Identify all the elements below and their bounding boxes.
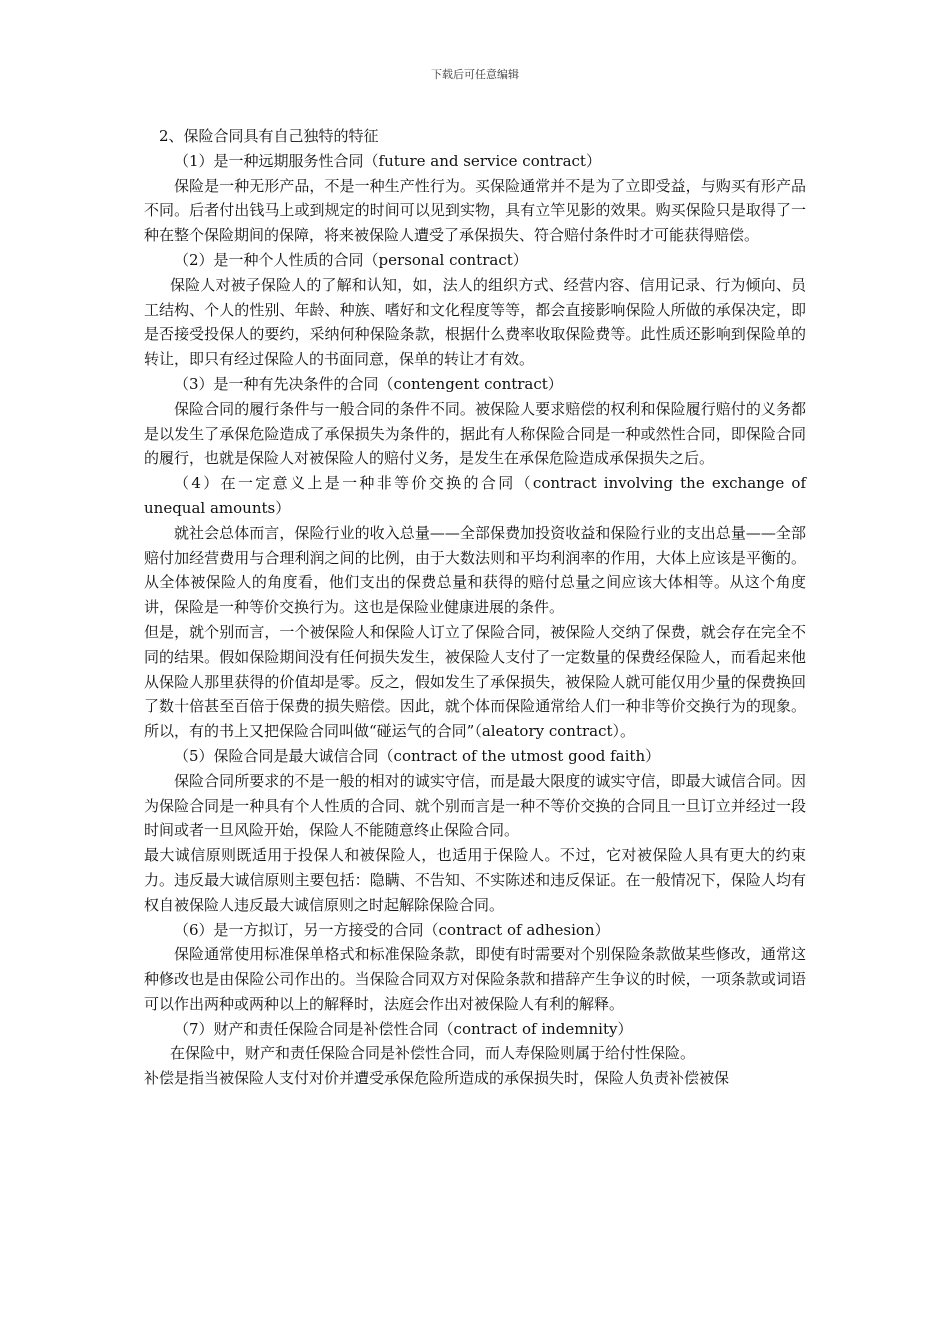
item-7-heading: （7）财产和责任保险合同是补偿性合同（contract of indemnity）	[174, 1019, 633, 1038]
item-2-heading: （2）是一种个人性质的合同（personal contract）	[174, 250, 528, 269]
section-title: 2、保险合同具有自己独特的特征	[159, 127, 379, 145]
item-7-paragraph-1: 在保险中，财产和责任保险合同是补偿性合同，而人寿保险则属于给付性保险。	[170, 1044, 696, 1063]
item-7-paragraph-2: 补偿是指当被保险人支付对价并遭受承保危险所造成的承保损失时，保险人负责补偿被保	[144, 1069, 730, 1088]
item-3-paragraph: 保险合同的履行条件与一般合同的条件不同。被保险人要求赔偿的权利和保险履行赔付的义务都是以发生了承保危险造成了承保损失为条件的，据此有人称保险合同是一种或然性合同，即保险合同的履行，也就是保险人对被保险人的赔付义务，是发生在承保危险造成承保损失之后。	[144, 399, 806, 468]
item-4-heading-line1: （4）在一定意义上是一种非等价交换的合同（contract involving the exchange of	[174, 474, 806, 493]
item-2-paragraph: 保险人对被子保险人的了解和认知，如，法人的组织方式、经营内容、信用记录、行为倾向、员工结构、个人的性别、年龄、种族、嗜好和文化程度等等，都会直接影响保险人所做的承保决定，即是否接受投保人的要约，采纳何种保险条款，根据什么费率收取保险费等。此性质还影响到保险单的转让，即只有经过保险人的书面同意，保单的转让才有效。	[144, 275, 806, 369]
item-6-paragraph: 保险通常使用标准保单格式和标准保险条款，即使有时需要对个别保险条款做某些修改，通常这种修改也是由保险公司作出的。当保险合同双方对保险条款和措辞产生争议的时候，一项条款或词语可以作出两种或两种以上的解释时，法庭会作出对被保险人有利的解释。	[144, 945, 806, 1013]
item-6-heading: （6）是一方拟订，另一方接受的合同（contract of adhesion）	[174, 920, 610, 939]
item-5-heading: （5）保险合同是最大诚信合同（contract of the utmost good faith）	[174, 746, 661, 765]
item-5-paragraph-1: 保险合同所要求的不是一般的相对的诚实守信，而是最大限度的诚实守信，即最大诚信合同。因为保险合同是一种具有个人性质的合同、就个别而言是一种不等价交换的合同且一旦订立并经过一段时间或者一旦风险开始，保险人不能随意终止保险合同。	[144, 771, 806, 840]
item-1-paragraph: 保险是一种无形产品，不是一种生产性行为。买保险通常并不是为了立即受益，与购买有形产品不同。后者付出钱马上或到规定的时间可以见到实物，具有立竿见影的效果。购买保险只是取得了一种在整个保险期间的保障，将来被保险人遭受了承保损失、符合赔付条件时才可能获得赔偿。	[144, 176, 806, 245]
item-4-paragraph-2: 但是，就个别而言，一个被保险人和保险人订立了保险合同，被保险人交纳了保费，就会存在完全不同的结果。假如保险期间没有任何损失发生，被保险人支付了一定数量的保费经保险人，而看起来他从保险人那里获得的价值却是零。反之，假如发生了承保损失，被保险人就可能仅用少量的保费换回了数十倍甚至百倍于保费的损失赔偿。因此，就个体而保险通常给人们一种非等价交换行为的现象。所以，有的书上又把保险合同叫做“碰运气的合同”（aleatory contract）。	[144, 622, 806, 741]
item-4-heading-line2: unequal amounts）	[144, 498, 291, 517]
item-5-paragraph-2: 最大诚信原则既适用于投保人和被保险人，也适用于保险人。不过，它对被保险人具有更大的约束力。违反最大诚信原则主要包括：隐瞒、不告知、不实陈述和违反保证。在一般情况下，保险人均有权自被保险人违反最大诚信原则之时起解除保险合同。	[144, 846, 806, 914]
item-1-heading: （1）是一种远期服务性合同（future and service contract）	[174, 151, 601, 170]
item-3-heading: （3）是一种有先决条件的合同（contengent contract）	[174, 374, 563, 393]
document-body	[144, 124, 806, 1091]
page-header: 下载后可任意编辑	[431, 68, 519, 81]
item-4-paragraph-1: 就社会总体而言，保险行业的收入总量——全部保费加投资收益和保险行业的支出总量——全部赔付加经营费用与合理利润之间的比例，由于大数法则和平均利润率的作用，大体上应该是平衡的。从全体被保险人的角度看，他们支出的保费总量和获得的赔付总量之间应该大体相等。从这个角度讲，保险是一种等价交换行为。这也是保险业健康进展的条件。	[144, 523, 806, 617]
